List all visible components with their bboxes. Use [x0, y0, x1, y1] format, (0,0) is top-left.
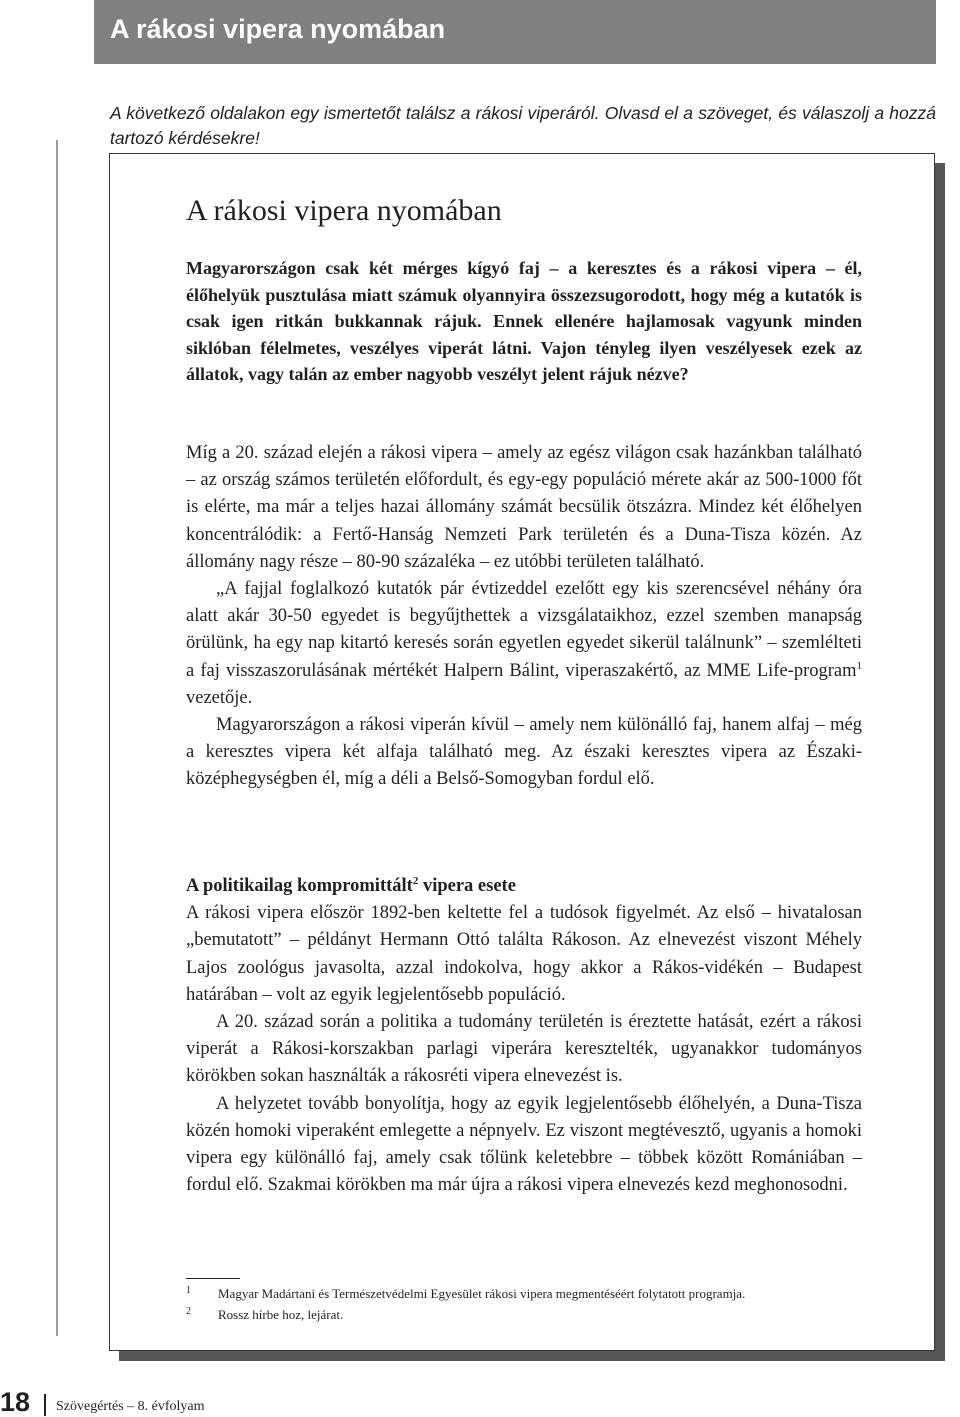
footer-text: Szövegértés – 8. évfolyam	[56, 1399, 205, 1414]
footer-separator	[44, 1394, 46, 1416]
paragraph-2-end: vezetője.	[186, 687, 253, 708]
section-heading-end: vipera esete	[418, 876, 516, 896]
section-heading-text: A politikailag kompromittált	[186, 876, 413, 896]
footnote-1	[186, 1284, 862, 1305]
article-title: A rákosi vipera nyomában	[186, 194, 502, 227]
paragraph-5: A 20. század során a politika a tudomány területén is éreztette hatását, ezért a rákosi viperát a Rákosi-korszakban parlagi viperára keresztelték, ugyanakkor tudományos körökben sokan használták a rákosréti vipera elnevezést is.	[186, 1012, 862, 1087]
intro-text: A következő oldalakon egy ismertetőt találsz a rákosi viperáról. Olvasd el a szöveget, és válaszolj a hozzá tartozó kérdésekre!	[110, 103, 936, 148]
footnote-ref-2: 2	[412, 874, 419, 887]
page-title: A rákosi vipera nyomában	[110, 14, 446, 44]
paragraph-4: A rákosi vipera először 1892-ben keltette fel a tudósok figyelmét. Az első – hivatalosan „bemutatott” – példányt Hermann Ottó találta Rákoson. Az elnevezést viszont Méhely Lajos zoológus javasolta, azzal indokolva, hogy akkor a Rákos-vidékén – Budapest határában – volt az egyik legjelentősebb populáció.	[186, 903, 862, 1005]
article-body-part-2	[186, 873, 862, 1199]
header-bar	[94, 0, 936, 64]
paragraph-1: Míg a 20. század elején a rákosi vipera – amely az egész világon csak hazánkban található – az ország számos területén előfordult, és egy-egy populáció mérete akár az 500-1000 főt is elérte, ma már a teljes hazai állomány számát becsülik ötszázra. Mindez két élőhelyen koncentrálódik: a Fertő-Hanság Nemzeti Park területén és a Duna-Tisza közén. Az állomány nagy része – 80-90 százaléka – ez utóbbi területen található.	[186, 443, 862, 572]
article-body-part-1	[186, 440, 862, 794]
footnote-1-text: Magyar Madártani és Természetvédelmi Egyesület rákosi vipera megmentéséért folytatott programja.	[218, 1286, 746, 1301]
footnote-ref-1: 1	[856, 659, 862, 672]
footnote-divider	[186, 1278, 240, 1279]
paragraph-2	[186, 576, 862, 712]
article-lead: Magyarországon csak két mérges kígyó faj – a keresztes és a rákosi vipera – él, élőhelyük pusztulása miatt számuk olyannyira összezsugorodott, hogy még a kutatók is csak igen ritkán bukkannak rájuk. Ennek ellenére hajlamosak vagyunk minden siklóban félelmetes, veszélyes viperát látni. Vajon tényleg ilyen veszélyesek ezek az állatok, vagy talán az ember nagyobb veszélyt jelent rájuk nézve?	[186, 258, 862, 384]
left-margin-rule	[56, 140, 58, 1336]
footnote-2-number: 2	[186, 1306, 191, 1317]
footnote-1-number: 1	[186, 1285, 191, 1296]
footnotes	[186, 1284, 862, 1326]
article-box	[109, 153, 935, 1351]
paragraph-2-text: „A fajjal foglalkozó kutatók pár évtizeddel ezelőtt egy kis szerencsével néhány óra alatt akár 30-50 egyedet is begyűjthettek a vizsgálataikhoz, ezzel szemben manapság örülünk, ha egy nap kitartó keresés során egyetlen egyedet sikerül találnunk” – szemlélteti a faj visszaszorulásának mértékét Halpern Bálint, viperaszakértő, az MME Life-program	[186, 579, 862, 681]
paragraph-6: A helyzetet tovább bonyolítja, hogy az egyik legjelentősebb élőhelyén, a Duna-Tisza közén homoki viperaként emlegette a népnyelv. Ez viszont megtévesztő, ugyanis a homoki vipera egy különálló faj, amely csak tőlünk keletebbre – többek között Romániában – fordul elő. Szakmai körökben ma már újra a rákosi vipera elnevezés kezd meghonosodni.	[186, 1093, 862, 1196]
footnote-2-text: Rossz hírbe hoz, lejárat.	[218, 1307, 344, 1322]
page-number: 18	[0, 1387, 31, 1417]
paragraph-3: Magyarországon a rákosi viperán kívül – amely nem különálló faj, hanem alfaj – még a keresztes vipera két alfaja található meg. Az északi keresztes vipera az Északi-középhegységben él, míg a déli a Belső-Somogyban fordul elő.	[186, 715, 862, 790]
section-heading	[186, 873, 862, 900]
footnote-2	[186, 1305, 862, 1326]
